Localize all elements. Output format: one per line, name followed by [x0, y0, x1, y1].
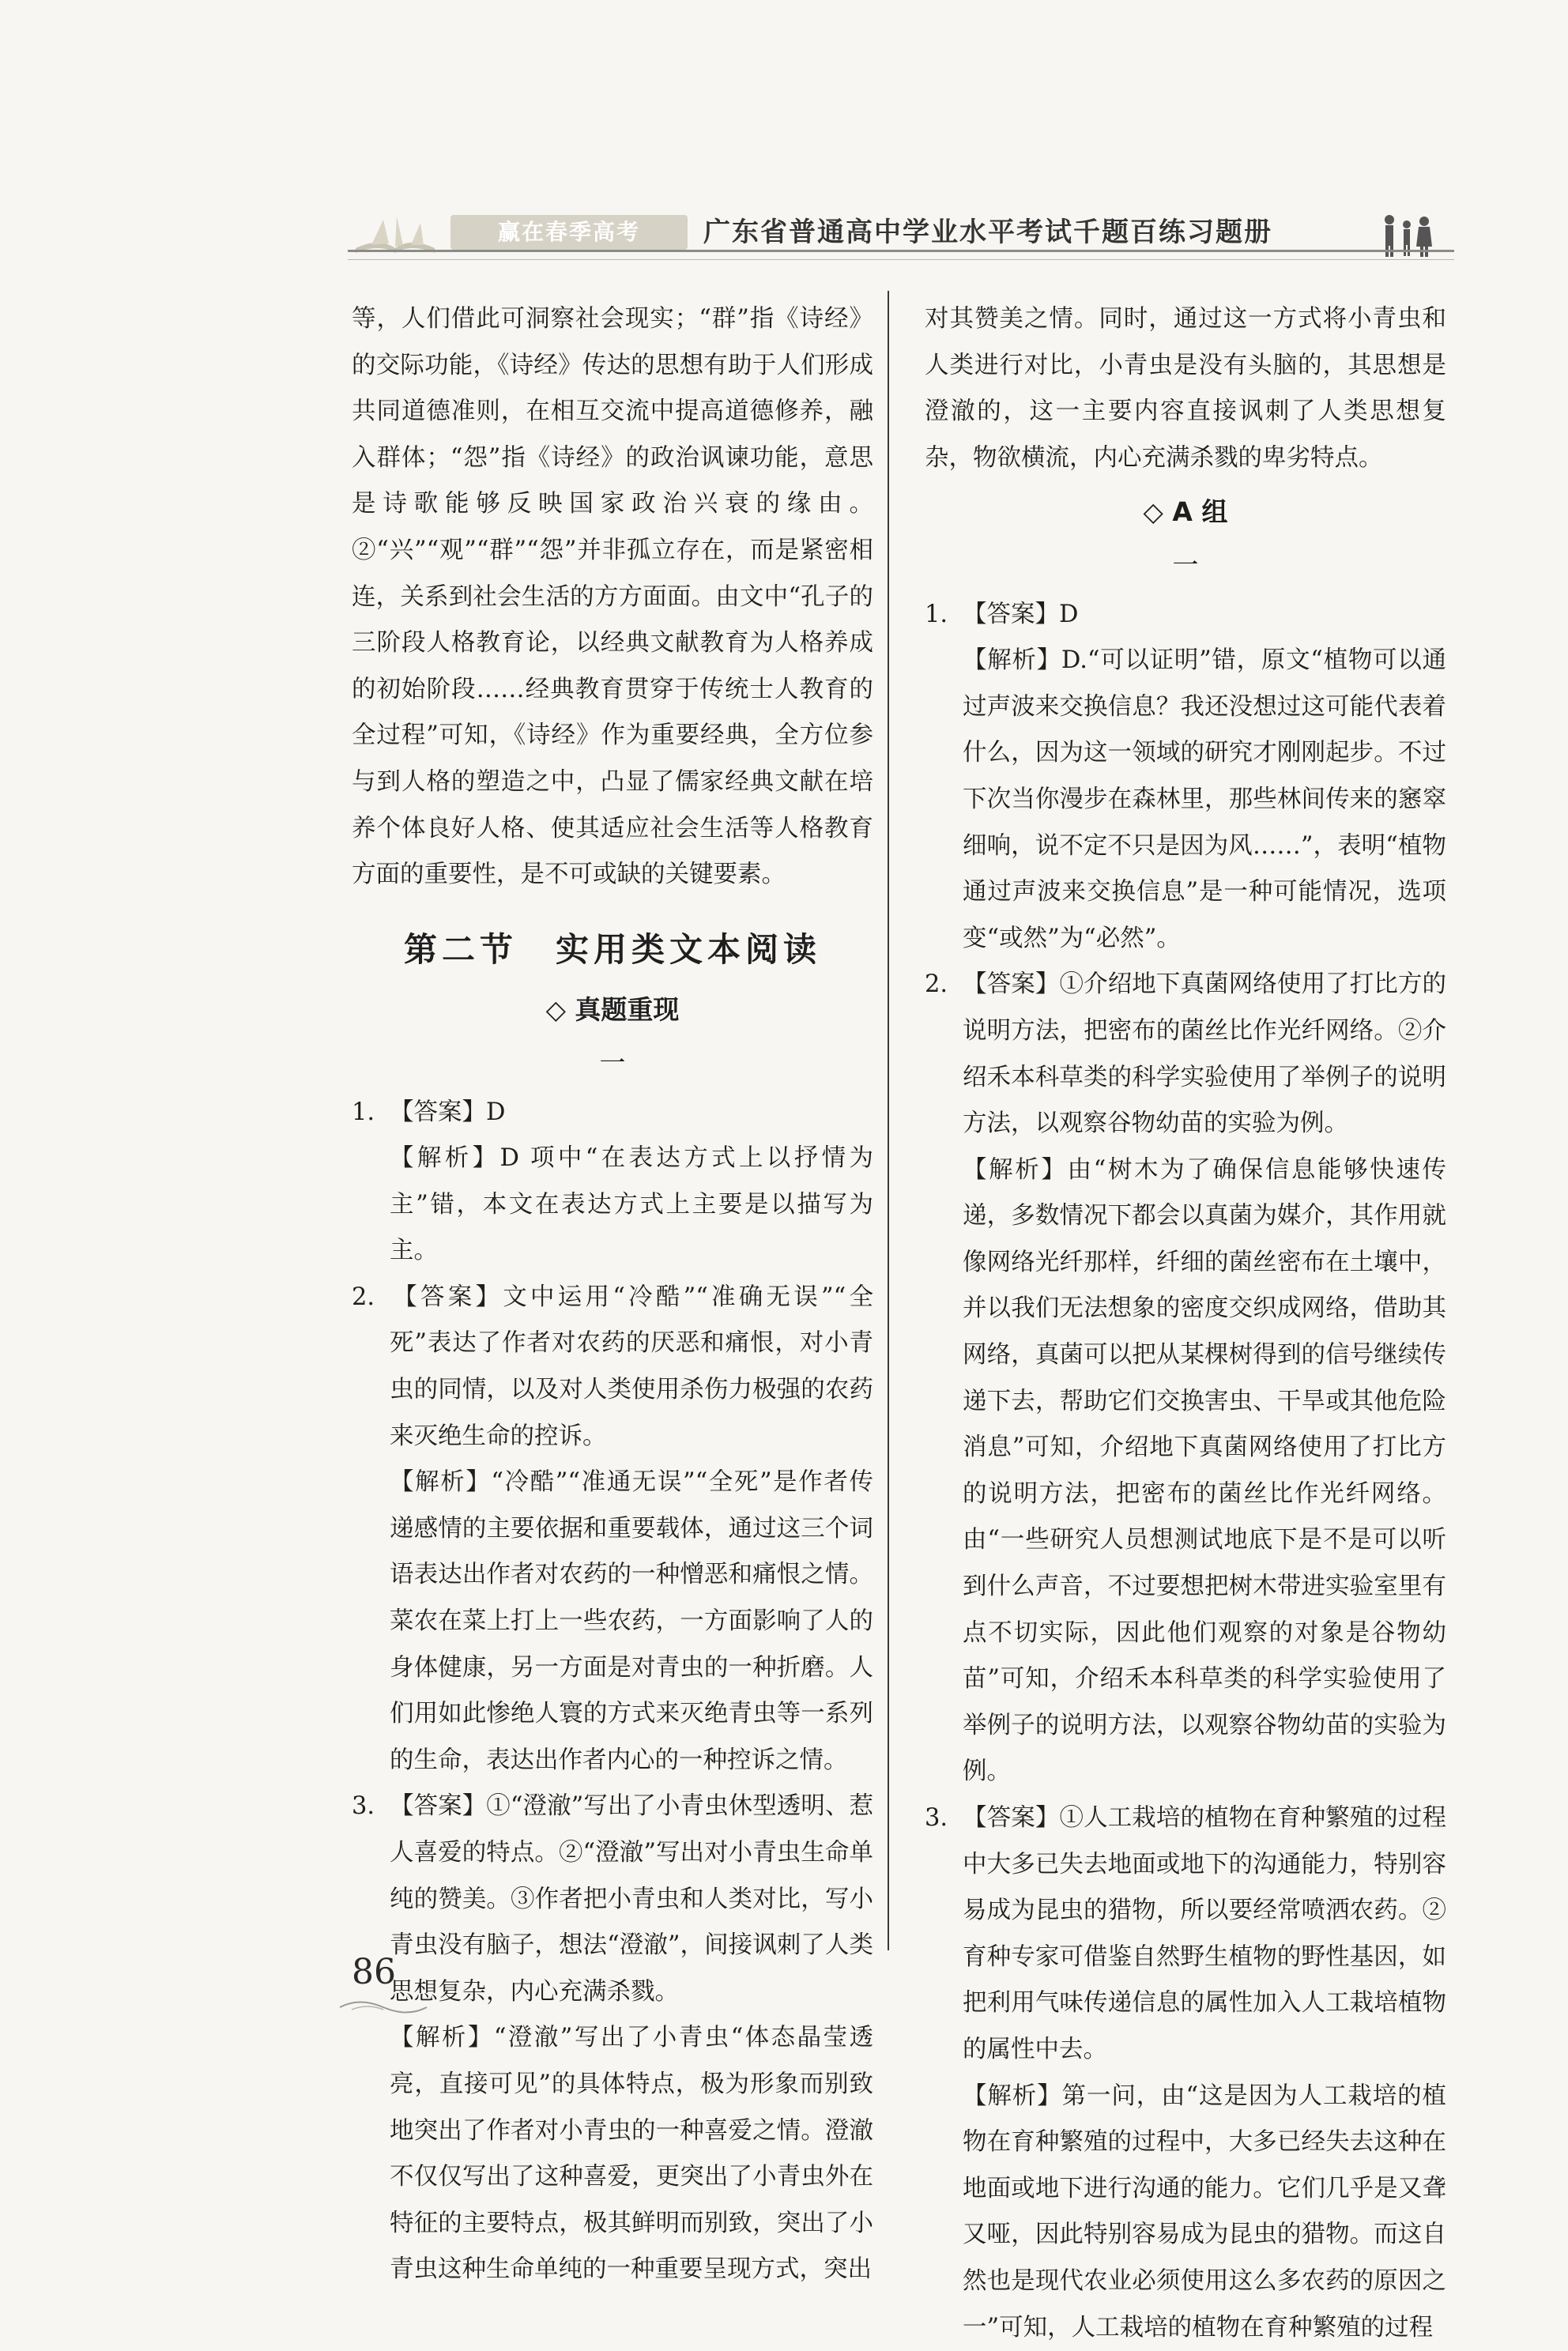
right-column — [925, 296, 1446, 2351]
group-title: ◇ 真题重现 — [545, 994, 680, 1026]
answer-text: 【答案】文中运用“冷酷”“准确无误”“全死”表达了作者对农药的厌恶和痛恨，对小青虫的同情，以及对人类使用杀伤力极强的农药来灭绝生命的控诉。 — [390, 1283, 873, 1450]
page-header — [348, 212, 1454, 283]
answer-text: 【答案】D — [963, 600, 1079, 628]
section-title: 第二节 实用类文本阅读 — [403, 929, 821, 969]
analysis-text: 【解析】D.“可以证明”错，原文“植物可以通过声波来交换信息？我还没想过这可能代表着什么，因为这一领域的研究才刚刚起步。不过下次当你漫步在森林里，那些林间传来的窸窣细响，说不定不只是因为风……”，表明“植物通过声波来交换信息”是一种可能情况，选项变“或然”为“必然”。 — [963, 646, 1446, 952]
question-number: 3. — [925, 1804, 948, 1832]
question-number: 3. — [352, 1792, 375, 1821]
question-number: 2. — [925, 970, 948, 999]
analysis-text: 【解析】“澄澈”写出了小青虫“体态晶莹透亮，直接可见”的具体特点，极为形象而别致地突出了作者对小青虫的一种喜爱之情。澄澈不仅仅写出了这种喜爱，更突出了小青虫外在特征的主要特点，极其鲜明而别致，突出了小青虫这种生命单纯的一种重要呈现方式，突出 — [390, 2024, 873, 2284]
header-title: 广东省普通高中学业水平考试千题百练习题册 — [703, 217, 1272, 248]
question-answer — [352, 1275, 873, 1460]
analysis-text: 【解析】第一问，由“这是因为人工栽培的植物在育种繁殖的过程中，大多已经失去这种在地面或地下进行沟通的能力。它们几乎是又聋又哑，因此特别容易成为昆虫的猎物。而这自然也是现代农业必须使用这么多农药的原因之一”可知，人工栽培的植物在育种繁殖的过程 — [963, 2082, 1446, 2342]
page-number: 86 — [352, 1952, 396, 1992]
answer-text: 【答案】①人工栽培的植物在育种繁殖的过程中大多已失去地面或地下的沟通能力，特别容易成为昆虫的猎物，所以要经常喷洒农药。②育种专家可借鉴自然野生植物的野性基因，如把利用气味传递信息的属性加入人工栽培植物的属性中去。 — [963, 1804, 1446, 2063]
analysis-text: 【解析】由“树木为了确保信息能够快速传递，多数情况下都会以真菌为媒介，其作用就像网络光纤那样，纤细的菌丝密布在土壤中，并以我们无法想象的密度交织成网络，借助其网络，真菌可以把从某棵树得到的信号继续传递下去，帮助它们交换害虫、干旱或其他危险消息”可知，介绍地下真菌网络使用了打比方的说明方法，把密布的菌丝比作光纤网络。由“一些研究人员想测试地底下是不是可以听到什么声音，不过要想把树木带进实验室里有点不切实际，因此他们观察的对象是谷物幼苗”可知，介绍禾本科草类的科学实验使用了举例子的说明方法，以观察谷物幼苗的实验为例。 — [963, 1155, 1446, 1786]
continuation-paragraph: 对其赞美之情。同时，通过这一方式将小青虫和人类进行对比，小青虫是没有头脑的，其思想是澄澈的，这一主要内容直接讽刺了人类思想复杂，物欲横流，内心充满杀戮的卑劣特点。 — [925, 305, 1446, 472]
header-rule-thin — [348, 259, 1454, 260]
people-silhouette-icon — [1375, 212, 1438, 259]
left-column — [352, 296, 873, 2293]
header-badge: 赢在春季高考 — [450, 215, 688, 250]
question-answer — [925, 1795, 1446, 2074]
subsection-numeral: 一 — [1172, 548, 1199, 580]
question-answer — [925, 962, 1446, 1147]
question-answer — [925, 592, 1446, 639]
question-answer — [352, 1090, 873, 1136]
column-divider — [888, 291, 889, 1950]
answer-text: 【答案】①介绍地下真菌网络使用了打比方的说明方法，把密布的菌丝比作光纤网络。②介绍禾本科草类的科学实验使用了举例子的说明方法，以观察谷物幼苗的实验为例。 — [963, 970, 1446, 1138]
question-answer — [352, 1784, 873, 2015]
intro-paragraph: 等，人们借此可洞察社会现实；“群”指《诗经》的交际功能，《诗经》传达的思想有助于人们形成共同道德准则，在相互交流中提高道德修养，融入群体；“怨”指《诗经》的政治讽谏功能，意思是诗歌能够反映国家政治兴衰的缘由。②“兴”“观”“群”“怨”并非孤立存在，而是紧密相连，关系到社会生活的方方面面。由文中“孔子的三阶段人格教育论，以经典文献教育为人格养成的初始阶段……经典教育贯穿于传统士人教育的全过程”可知，《诗经》作为重要经典，全方位参与到人格的塑造之中，凸显了儒家经典文献在培养个体良好人格、使其适应社会生活等人格教育方面的重要性，是不可或缺的关键要素。 — [352, 305, 873, 889]
footer-ornament-icon — [336, 1995, 431, 2019]
analysis-text: 【解析】“冷酷”“准通无误”“全死”是作者传递感情的主要依据和重要载体，通过这三个词语表达出作者对农药的一种憎恶和痛恨之情。菜农在菜上打上一些农药，一方面影响了人的身体健康，另一方面是对青虫的一种折磨。人们用如此惨绝人寰的方式来灭绝青虫等一系列的生命，表达出作者内心的一种控诉之情。 — [390, 1468, 873, 1774]
subsection-numeral: 一 — [599, 1046, 626, 1078]
question-number: 2. — [352, 1283, 375, 1311]
answer-text: 【答案】①“澄澈”写出了小青虫休型透明、惹人喜爱的特点。②“澄澈”写出对小青虫生命单纯的赞美。③作者把小青虫和人类对比，写小青虫没有脑子，想法“澄澈”，间接讽刺了人类思想复杂，内心充满杀戮。 — [390, 1792, 873, 2006]
group-title: ◇ A 组 — [1143, 496, 1228, 528]
answer-text: 【答案】D — [390, 1098, 506, 1126]
question-number: 1. — [925, 600, 948, 628]
header-rule — [348, 250, 1454, 252]
question-number: 1. — [352, 1098, 375, 1126]
analysis-text: 【解析】D 项中“在表达方式上以抒情为主”错，本文在表达方式上主要是以描写为主。 — [390, 1144, 873, 1265]
